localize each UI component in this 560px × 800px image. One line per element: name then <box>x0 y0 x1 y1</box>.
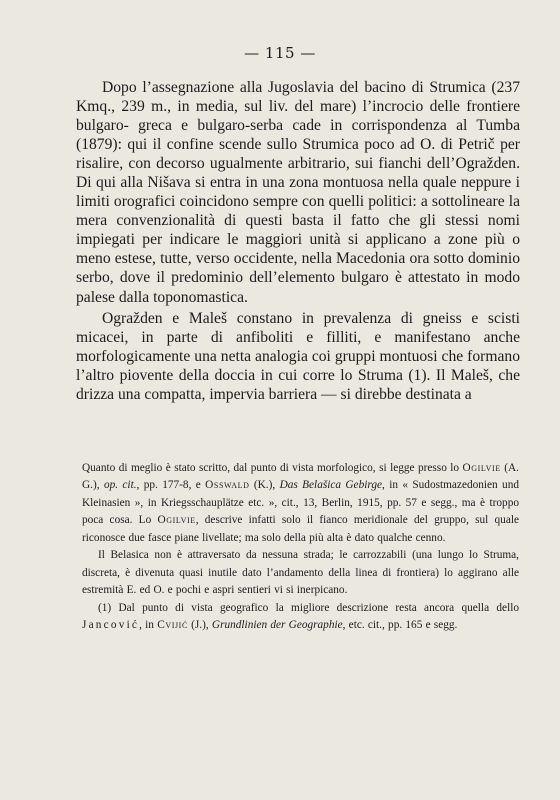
body-paragraph-2: Ogražden e Maleš constano in prevalenza di gneiss e scisti micacei, in parte di anfiboliti e filliti, e manifestano anche morfologicamente una netta analogia coi gruppi montuosi che formano l’altro piovente della doccia in cui corre lo Struma (1). Il Maleš, che drizza una compatta, impervia barriera — si direbbe destinata a <box>76 309 520 403</box>
page-number: — 115 — <box>244 44 316 62</box>
body-paragraph-1: Dopo l’assegnazione alla Jugoslavia del bacino di Strumica (237 Kmq., 239 m., in media, sul liv. del mare) l’incrocio delle frontiere bulgaro- greca e bulgaro-serba cade in corrispondenza al Tumba (1879): qui il confine scende sullo Strumica poco ad O. di Petrič per risalire, con decorso ugualmente arbitrario, sui fianchi dell’Ogražden. Di qui alla Nišava si entra in una zona montuosa nella quale neppure i limiti orografici coincidono sempre con quelli politici: a sottolineare la mera convenzionalità di questi basta il fatto che gli stessi nomi impiegati per indicare le maggiori unità si applicano a zone più o meno estese, tutte, verso occidente, nella Macedonia ora sotto dominio serbo, dove il predominio dell’elemento bulgaro è attestato in modo palese dalla toponomastica. <box>76 79 520 306</box>
author-name: Cvijić <box>157 619 188 632</box>
author-name: Osswald <box>205 479 250 492</box>
author-name: Ogilvie <box>157 514 196 527</box>
footnote-1: (1) Dal punto di vista geografico la migliore descrizione resta ancora quella dello Jancović, in Cvijić (J.), Grundlinien der Geographie, etc. cit., pp. 165 e segg. <box>82 601 519 632</box>
body-text <box>76 78 520 404</box>
work-title: Das Belašica Gebirge <box>279 479 383 492</box>
footnote-continuation: Quanto di meglio è stato scritto, dal punto di vista morfologico, si legge presso lo Ogilvie (A. G.), op. cit., pp. 177-8, e Osswald (K.), Das Belašica Gebirge, in « Sudostmazedonien und Kleinasien », in Kriegsschauplätze etc. », cit., 13, Berlin, 1915, pp. 57 e segg., ma è troppo poca cosa. Lo Ogilvie, descrive infatti solo il fianco meridionale del gruppo, sul quale riconosce due fasce piane livellate; ma solo della più alta è dato qualche cenno. <box>82 462 520 544</box>
author-name: Jancović <box>82 619 140 632</box>
work-title: Grundlinien der Geographie <box>211 619 343 632</box>
citation-abbrev: op. cit. <box>103 479 137 492</box>
author-name: Ogilvie <box>462 462 501 474</box>
footnote-belasica: Il Belasica non è attraversato da nessuna strada; le carrozzabili (una lungo lo Struma, discreta, è divenuta quasi inutile dato l’andamento della linea di frontiera) lo aggirano alle estremità E. ed O. e pochi e aspri sentieri vi si inerpicano. <box>82 549 519 597</box>
footnotes <box>82 460 519 635</box>
